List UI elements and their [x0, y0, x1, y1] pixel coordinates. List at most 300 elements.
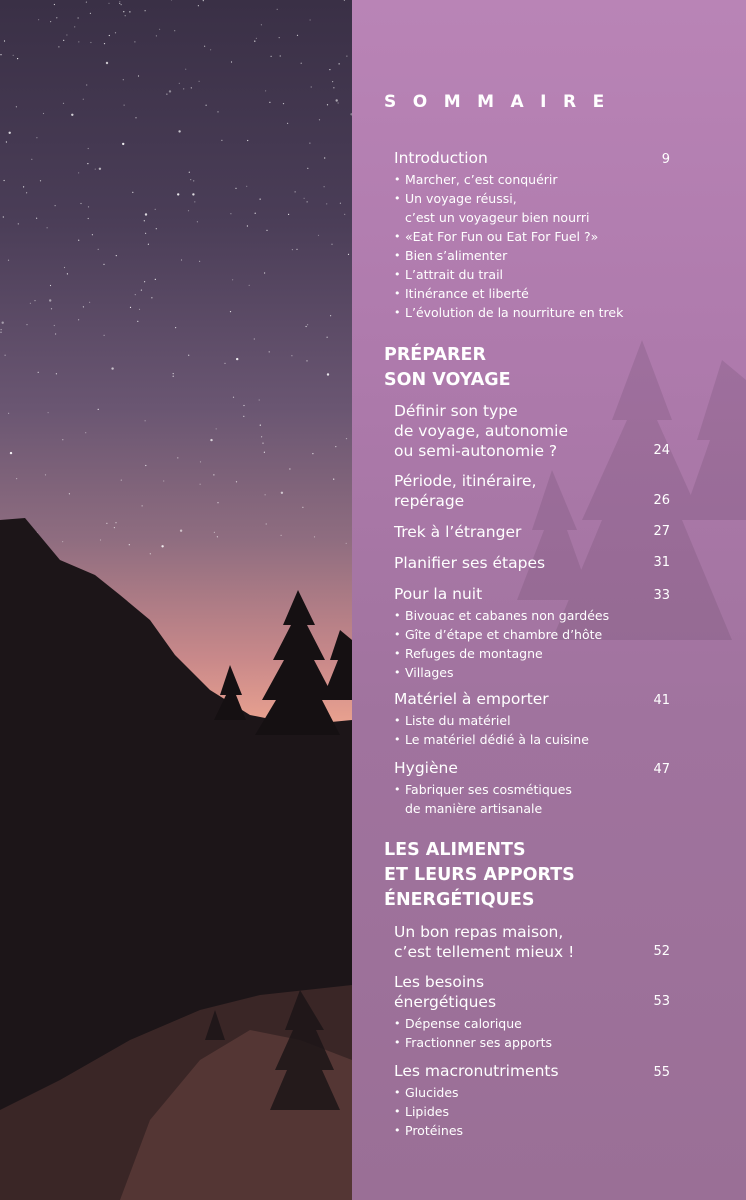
stars [0, 0, 352, 554]
star [191, 87, 192, 88]
star [8, 260, 9, 261]
star [122, 143, 124, 145]
star [281, 535, 282, 536]
star [63, 103, 64, 104]
star [302, 507, 303, 508]
star [183, 88, 184, 89]
star [89, 302, 90, 303]
star [104, 335, 105, 336]
toc-entry-heading [394, 553, 670, 573]
star [235, 188, 236, 189]
star [159, 29, 160, 30]
star [346, 438, 347, 439]
page-number: 52 [653, 944, 670, 959]
star [173, 373, 174, 374]
subtopic-item: • Gîte d’étape et chambre d’hôte [394, 625, 640, 644]
star [98, 409, 99, 410]
star [318, 235, 319, 236]
star [198, 5, 199, 6]
star [348, 254, 349, 255]
star [78, 319, 79, 320]
star [185, 69, 186, 70]
star [78, 17, 79, 18]
subtopic-item: • Le matériel dédié à la cuisine [394, 730, 640, 749]
star [6, 141, 7, 142]
star [236, 481, 237, 482]
toc-entry-heading [394, 522, 670, 542]
star [214, 532, 215, 533]
star [344, 0, 345, 1]
star [26, 324, 27, 325]
page-number: 27 [653, 524, 670, 539]
star [148, 244, 149, 245]
section-heading-aliments [384, 838, 575, 913]
star [311, 86, 312, 87]
star [336, 99, 338, 101]
star [40, 180, 41, 181]
subtopic-item: • L’évolution de la nourriture en trek [394, 303, 640, 322]
star [4, 40, 5, 41]
star [115, 32, 116, 33]
star [135, 117, 136, 118]
star [109, 35, 110, 36]
star [236, 358, 238, 360]
page-number: 41 [653, 693, 670, 708]
star [49, 299, 51, 301]
star [346, 543, 347, 544]
star [54, 325, 55, 326]
star [249, 285, 250, 286]
star [295, 191, 296, 192]
section-heading-line: SON VOYAGE [384, 370, 511, 390]
toc-entry-materiel[interactable] [394, 689, 670, 749]
star [175, 327, 176, 328]
toc-entry-introduction[interactable] [394, 148, 670, 322]
star [36, 137, 37, 138]
star [47, 227, 48, 228]
star [269, 351, 270, 352]
page-number: 55 [653, 1065, 670, 1080]
star [197, 221, 198, 222]
star [246, 186, 247, 187]
star [137, 321, 138, 322]
subtopic-item: • Marcher, c’est conquérir [394, 170, 640, 189]
star [301, 63, 302, 64]
star [307, 201, 308, 202]
star [100, 539, 101, 540]
star [333, 87, 334, 88]
star [62, 541, 63, 542]
subtopic-item: • Bien s’alimenter [394, 246, 640, 265]
star [30, 303, 31, 304]
star [85, 432, 86, 433]
star [135, 294, 136, 295]
star [115, 522, 116, 523]
star [181, 259, 182, 260]
star [64, 267, 65, 268]
star [280, 55, 281, 56]
subtopic-item: • Liste du matériel [394, 711, 640, 730]
star [134, 41, 135, 42]
star [38, 372, 39, 373]
star [216, 428, 217, 429]
star [2, 322, 4, 324]
toc-entry-label: de voyage, autonomie [394, 422, 568, 440]
toc-entry-definir[interactable] [394, 401, 670, 461]
star [332, 81, 333, 82]
star [269, 102, 270, 103]
section-heading-line: LES ALIMENTS [384, 840, 526, 860]
star [262, 443, 263, 444]
star [217, 536, 218, 537]
toc-entry-heading [394, 1061, 670, 1081]
star [55, 205, 56, 206]
star [155, 209, 156, 210]
star [327, 104, 328, 105]
star [204, 46, 205, 47]
star [224, 363, 225, 364]
night-sky-illustration [0, 0, 352, 1200]
toc-entry-hygiene[interactable] [394, 758, 670, 818]
subtopic-item: • «Eat For Fun ou Eat For Fuel ?» [394, 227, 640, 246]
star [111, 367, 113, 369]
page-number: 26 [653, 493, 670, 508]
toc-entry-bon-repas[interactable] [394, 922, 670, 962]
star [86, 84, 87, 85]
star [4, 180, 5, 181]
toc-entry-heading [394, 148, 670, 168]
star [217, 111, 218, 112]
subtopic-item-continuation: de manière artisanale [405, 801, 543, 816]
toc-entry-heading [394, 471, 670, 511]
star [190, 179, 191, 180]
star [266, 523, 267, 524]
star [199, 81, 200, 82]
star [119, 1, 120, 2]
subtopic-item: • Dépense calorique [394, 1014, 640, 1033]
star [17, 58, 18, 59]
toc-entry-besoins[interactable] [394, 972, 670, 1052]
star [71, 114, 73, 116]
star [23, 186, 24, 187]
star [279, 37, 280, 38]
star [1, 329, 2, 330]
star [264, 272, 265, 273]
star [0, 332, 1, 333]
star [58, 46, 59, 47]
page-number: 47 [653, 762, 670, 777]
star [78, 172, 79, 173]
star [265, 90, 266, 91]
star [243, 416, 244, 417]
star [145, 213, 147, 215]
star [13, 55, 14, 56]
star [277, 9, 278, 10]
star [307, 168, 308, 169]
star [326, 203, 327, 204]
star [233, 397, 234, 398]
star [307, 324, 308, 325]
subtopic-item: • Protéines [394, 1121, 640, 1140]
star [50, 21, 51, 22]
toc-entry-trek-etranger[interactable] [394, 522, 670, 542]
star [66, 34, 67, 35]
star [287, 123, 288, 124]
star [206, 105, 207, 106]
star [90, 13, 91, 14]
star [333, 479, 334, 480]
star [67, 273, 68, 274]
toc-entry-label: ou semi-autonomie ? [394, 442, 558, 460]
star [103, 264, 104, 265]
star [90, 42, 91, 43]
star [319, 119, 320, 120]
star [271, 56, 272, 57]
star [99, 168, 101, 170]
star [123, 11, 124, 12]
subtopic-item: • Un voyage réussi, [394, 189, 640, 208]
star [232, 279, 233, 280]
star [125, 15, 126, 16]
page-number: 9 [661, 152, 670, 167]
star [309, 143, 310, 144]
star [221, 140, 222, 141]
star [283, 103, 284, 104]
toc-entry-label: Hygiène [394, 759, 458, 777]
star [256, 38, 257, 39]
star [95, 169, 96, 170]
star [177, 193, 179, 195]
toc-entry-label: Planifier ses étapes [394, 554, 546, 572]
toc-entry-label: Un bon repas maison, [394, 923, 564, 941]
toc-entry-label: Définir son type [394, 402, 518, 420]
star [297, 35, 298, 36]
star [83, 99, 84, 100]
star [121, 4, 122, 5]
star [261, 24, 262, 25]
star [92, 234, 93, 235]
subtopic-list [394, 711, 640, 749]
star [36, 218, 37, 219]
star [177, 457, 178, 458]
star [291, 355, 292, 356]
star [260, 425, 261, 426]
star [87, 163, 88, 164]
star [156, 228, 157, 229]
star [54, 4, 55, 5]
pine-trees [214, 590, 352, 735]
star [200, 461, 201, 462]
subtopic-item: • Itinérance et liberté [394, 284, 640, 303]
star [16, 478, 17, 479]
subtopic-item: • Lipides [394, 1102, 640, 1121]
star [324, 157, 325, 158]
star [0, 54, 1, 55]
star [259, 399, 260, 400]
toc-entry-heading [394, 689, 670, 709]
star [121, 480, 122, 481]
star [261, 436, 262, 437]
star [43, 113, 44, 114]
star [9, 132, 11, 134]
star [151, 297, 152, 298]
star [51, 308, 52, 309]
star [108, 3, 109, 4]
table-of-contents [352, 0, 746, 1200]
star [169, 90, 171, 92]
star [331, 244, 332, 245]
toc-entry-periode[interactable] [394, 471, 670, 511]
star [129, 11, 130, 12]
page-number: 31 [653, 555, 670, 570]
star [254, 41, 255, 42]
star [243, 405, 244, 406]
toc-entry-heading [394, 972, 670, 1012]
toc-entry-label: c’est tellement mieux ! [394, 943, 575, 961]
star [10, 452, 12, 454]
star [306, 360, 307, 361]
star [192, 193, 194, 195]
star [119, 3, 120, 4]
star [138, 75, 139, 76]
toc-entry-label: Période, itinéraire, [394, 472, 537, 490]
toc-entry-pour-la-nuit[interactable] [394, 584, 670, 682]
star [48, 412, 49, 413]
star [288, 214, 289, 215]
toc-entry-planifier[interactable] [394, 553, 670, 573]
star [312, 453, 313, 454]
toc-entry-label: énergétiques [394, 993, 497, 1011]
star [247, 225, 248, 226]
star [231, 61, 232, 62]
star [335, 446, 336, 447]
toc-entry-label: Les macronutriments [394, 1062, 559, 1080]
subtopic-item: • Glucides [394, 1083, 640, 1102]
toc-entry-heading [394, 401, 670, 461]
star [324, 186, 325, 187]
section-heading-line: PRÉPARER [384, 345, 486, 365]
subtopic-list [394, 606, 640, 682]
star [329, 69, 330, 70]
star [213, 474, 214, 475]
star [161, 545, 163, 547]
subtopic-item: • Refuges de montagne [394, 644, 640, 663]
star [166, 94, 167, 95]
toc-entry-label: repérage [394, 492, 465, 510]
star [171, 0, 172, 1]
subtopic-list [394, 780, 640, 818]
star [31, 159, 32, 160]
star [145, 10, 146, 11]
star [18, 223, 19, 224]
toc-entry-heading [394, 758, 670, 778]
toc-entry-label: Les besoins [394, 973, 485, 991]
star [193, 180, 194, 181]
star [144, 281, 145, 282]
star [129, 544, 130, 545]
star [63, 40, 64, 41]
star [16, 106, 17, 107]
star [88, 218, 89, 219]
star [265, 494, 266, 495]
star [150, 553, 151, 554]
star [116, 255, 117, 256]
star [281, 492, 283, 494]
star [314, 536, 315, 537]
toc-entry-macronutriments[interactable] [394, 1061, 670, 1140]
star [80, 203, 81, 204]
star [327, 373, 329, 375]
star [210, 49, 211, 50]
star [142, 505, 143, 506]
star [155, 279, 156, 280]
star [98, 249, 99, 250]
star [123, 79, 124, 80]
star [199, 261, 200, 262]
star [5, 355, 6, 356]
star [163, 480, 164, 481]
star [230, 311, 231, 312]
star [145, 420, 146, 421]
subtopic-list [394, 1083, 640, 1140]
star [304, 198, 305, 199]
star [266, 230, 267, 231]
star [139, 309, 140, 310]
star [296, 249, 297, 250]
star [188, 355, 189, 356]
star [56, 17, 57, 18]
star [174, 30, 175, 31]
star [344, 214, 345, 215]
subtopic-item: • L’attrait du trail [394, 265, 640, 284]
star [179, 83, 180, 84]
star [338, 102, 339, 103]
page-number: 53 [653, 994, 670, 1009]
subtopic-item: • Villages [394, 663, 640, 682]
toc-entry-heading [394, 584, 670, 604]
star [264, 452, 265, 453]
section-heading-line: ÉNERGÉTIQUES [384, 890, 535, 910]
page-number: 33 [653, 588, 670, 603]
star [217, 502, 218, 503]
star [156, 35, 157, 36]
star [78, 41, 79, 42]
star [145, 465, 146, 466]
star [55, 333, 56, 334]
star [254, 338, 255, 339]
star [189, 172, 190, 173]
star [56, 373, 57, 374]
star [45, 474, 46, 475]
star [104, 43, 105, 44]
star [203, 0, 204, 1]
star [339, 63, 340, 64]
star [210, 439, 212, 441]
star [83, 306, 84, 307]
star [74, 26, 75, 27]
star [86, 1, 87, 2]
toc-entry-heading [394, 922, 670, 962]
star [106, 62, 108, 64]
section-heading-line: ET LEURS APPORTS [384, 865, 575, 885]
star [88, 148, 89, 149]
night-landscape-photo [0, 0, 352, 1200]
star [327, 337, 328, 338]
subtopic-item-continuation: c’est un voyageur bien nourri [405, 210, 590, 225]
star [144, 220, 145, 221]
star [124, 105, 125, 106]
toc-title: SOMMAIRE [384, 92, 621, 112]
